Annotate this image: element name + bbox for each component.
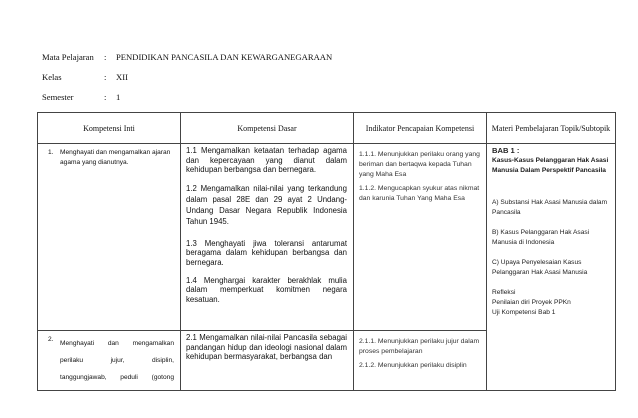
meta-label: Mata Pelajaran — [42, 52, 94, 62]
header-kompetensi-inti: Kompetensi Inti — [38, 113, 181, 144]
meta-row-semester — [42, 92, 332, 112]
meta-label: Semester — [42, 92, 74, 102]
kd-item: 1.2 Mengamalkan nilai-nilai yang terkandung dalam pasal 28E dan 29 ayat 2 Undang- Undang Dasar Negara Republik Indonesia Tahun 1945. — [186, 183, 347, 226]
materi-item: C) Upaya Penyelesaian Kasus Pelanggaran Hak Asasi Manusia — [492, 259, 588, 276]
ki-text-line: Menghayati dan mengamalkan — [60, 340, 174, 347]
ki-text: Menghayati dan mengamalkan ajaran agama yang dianutnya. — [60, 149, 171, 166]
ipk-item: 2.1.2. Menunjukkan perilaku disiplin — [359, 362, 467, 369]
materi-refleksi: Refleksi — [492, 289, 516, 296]
materi-item: A) Substansi Hak Asasi Manusia dalam Pancasila — [492, 199, 608, 216]
ki-cell-1 — [38, 144, 181, 331]
competency-table — [37, 112, 616, 391]
header-kompetensi-dasar: Kompetensi Dasar — [181, 113, 354, 144]
header-materi: Materi Pembelajaran Topik/Subtopik — [487, 113, 616, 144]
meta-value-semester: 1 — [116, 92, 121, 102]
ipk-item: 1.1.2. Mengucapkan syukur atas nikmat dan karunia Tuhan Yang Maha Esa — [359, 185, 480, 202]
ki-text-line: perilaku jujur, disiplin, — [60, 357, 174, 364]
ipk-cell-1 — [354, 144, 487, 331]
kd-cell-1 — [181, 144, 354, 331]
ipk-item: 1.1.1. Menunjukkan perilaku orang yang beriman dan bertaqwa kepada Tuhan yang Maha Esa — [359, 151, 480, 178]
meta-colon: : — [104, 92, 107, 102]
meta-value-class: XII — [116, 72, 128, 82]
header-indikator: Indikator Pencapaian Kompetensi — [354, 113, 487, 144]
kd-cell-2 — [181, 331, 354, 391]
ki-cell-2 — [38, 331, 181, 391]
ki-number: 2. — [48, 336, 54, 343]
kd-item: 1.4 Menghargai karakter berakhlak mulia dalam memperkuat komitmen negara kesatuan. — [186, 275, 347, 304]
kd-item: 2.1 Mengamalkan nilai-nilai Pancasila sebagai pandangan hidup dan ideologi nasional dalam kehidupan bermasyarakat, berbangsa dan — [186, 333, 347, 362]
materi-bab: BAB 1 : — [492, 146, 520, 155]
materi-penilaian: Penilaian diri Proyek PPKn — [492, 299, 571, 306]
kd-item: 1.3 Menghayati jiwa toleransi antarumat beragama dalam kehidupan berbangsa dan bernegara. — [186, 238, 347, 267]
ki-text-line: tanggungjawab, peduli (gotong — [60, 374, 174, 381]
meta-value-subject: PENDIDIKAN PANCASILA DAN KEWARGANEGARAAN — [116, 52, 333, 62]
ipk-item: 2.1.1. Menunjukkan perilaku jujur dalam proses pembelajaran — [359, 338, 480, 355]
meta-row-subject — [42, 52, 332, 72]
meta-row-class — [42, 72, 332, 92]
materi-cell — [487, 144, 616, 391]
ki-number: 1. — [48, 149, 54, 156]
materi-uji: Uji Kompetensi Bab 1 — [492, 309, 556, 316]
document-metadata — [42, 52, 332, 112]
materi-bab-title: Kasus-Kasus Pelanggaran Hak Asasi Manusia Dalam Perspektif Pancasila — [492, 157, 609, 174]
materi-item: B) Kasus Pelanggaran Hak Asasi Manusia di Indonesia — [492, 229, 590, 246]
kd-item: 1.1 Mengamalkan ketaatan terhadap agama dan kepercayaan yang dianut dalam kehidupan berbangsa dan bernegara. — [186, 146, 347, 175]
meta-label: Kelas — [42, 72, 62, 82]
meta-colon: : — [104, 72, 107, 82]
ipk-cell-2 — [354, 331, 487, 391]
table-header-row — [38, 113, 616, 144]
meta-colon: : — [104, 52, 107, 62]
table-row — [38, 144, 616, 331]
